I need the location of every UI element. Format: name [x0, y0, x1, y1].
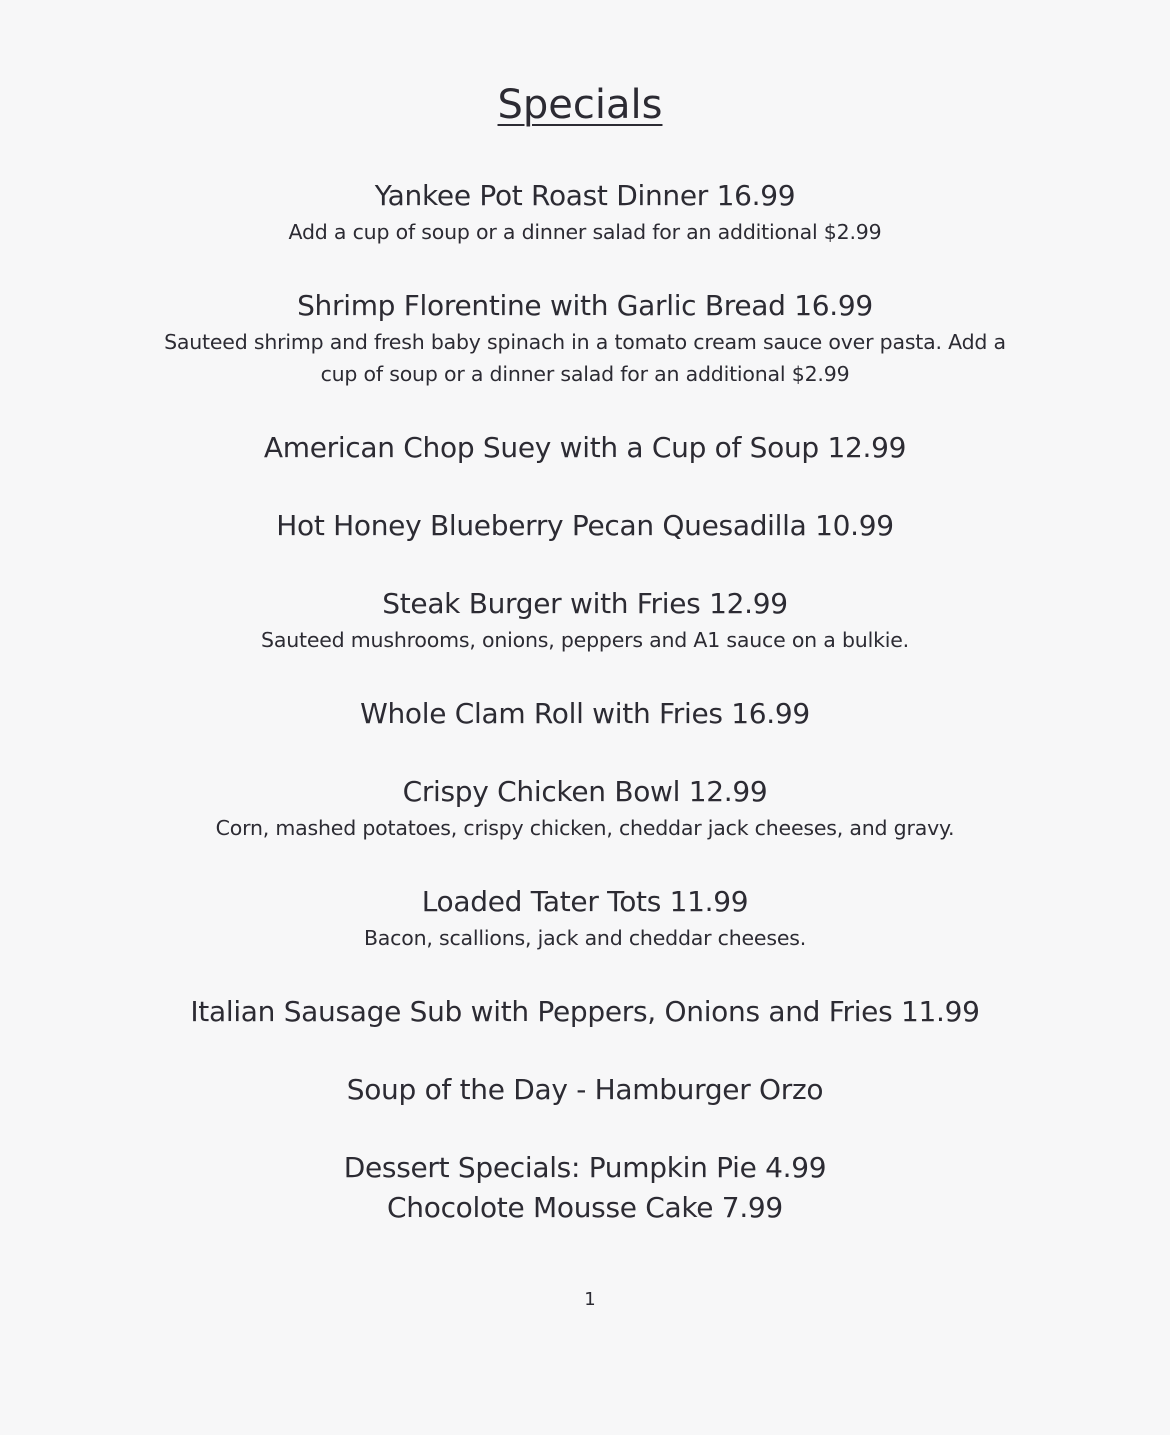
page-title: Specials	[497, 82, 663, 128]
menu-item-title: Dessert Specials: Pumpkin Pie 4.99	[343, 1151, 827, 1184]
menu-item-italian-sausage-sub	[150, 992, 1020, 1032]
specials-list	[150, 176, 1020, 1266]
menu-item-title: American Chop Suey with a Cup of Soup 12.99	[263, 431, 907, 464]
menu-item-description: Corn, mashed potatoes, crispy chicken, cheddar jack cheeses, and gravy.	[215, 816, 955, 840]
menu-item-title: Soup of the Day - Hamburger Orzo	[346, 1073, 824, 1106]
menu-item-dessert-specials	[150, 1148, 1020, 1228]
menu-item-description: Sauteed mushrooms, onions, peppers and A1 sauce on a bulkie.	[261, 628, 909, 652]
menu-item-soup-of-the-day	[150, 1070, 1020, 1110]
menu-item-title: Yankee Pot Roast Dinner 16.99	[374, 179, 796, 212]
page-number: 1	[584, 1289, 596, 1310]
menu-item-description: Bacon, scallions, jack and cheddar cheeses.	[363, 926, 807, 950]
menu-item-title: Shrimp Florentine with Garlic Bread 16.99	[297, 289, 873, 322]
menu-item-title: Crispy Chicken Bowl 12.99	[402, 775, 768, 808]
menu-item-title: Loaded Tater Tots 11.99	[421, 885, 749, 918]
menu-item-clam-roll	[150, 694, 1020, 734]
menu-item-title-second-line: Chocolote Mousse Cake 7.99	[387, 1191, 783, 1224]
menu-item-crispy-chicken-bowl	[150, 772, 1020, 844]
menu-item-title: Hot Honey Blueberry Pecan Quesadilla 10.99	[276, 509, 894, 542]
menu-item-loaded-tater-tots	[150, 882, 1020, 954]
menu-item-title: Italian Sausage Sub with Peppers, Onions and Fries 11.99	[190, 995, 980, 1028]
menu-item-title: Whole Clam Roll with Fries 16.99	[360, 697, 810, 730]
menu-item-quesadilla	[150, 506, 1020, 546]
menu-item-steak-burger	[150, 584, 1020, 656]
menu-item-yankee-pot-roast	[150, 176, 1020, 248]
menu-item-american-chop-suey	[150, 428, 1020, 468]
menu-item-description: Sauteed shrimp and fresh baby spinach in a tomato cream sauce over pasta. Add a cup of soup or a dinner salad for an additional $2.99	[164, 330, 1006, 386]
menu-item-shrimp-florentine	[150, 286, 1020, 390]
menu-item-description: Add a cup of soup or a dinner salad for an additional $2.99	[288, 220, 882, 244]
menu-item-title: Steak Burger with Fries 12.99	[382, 587, 788, 620]
